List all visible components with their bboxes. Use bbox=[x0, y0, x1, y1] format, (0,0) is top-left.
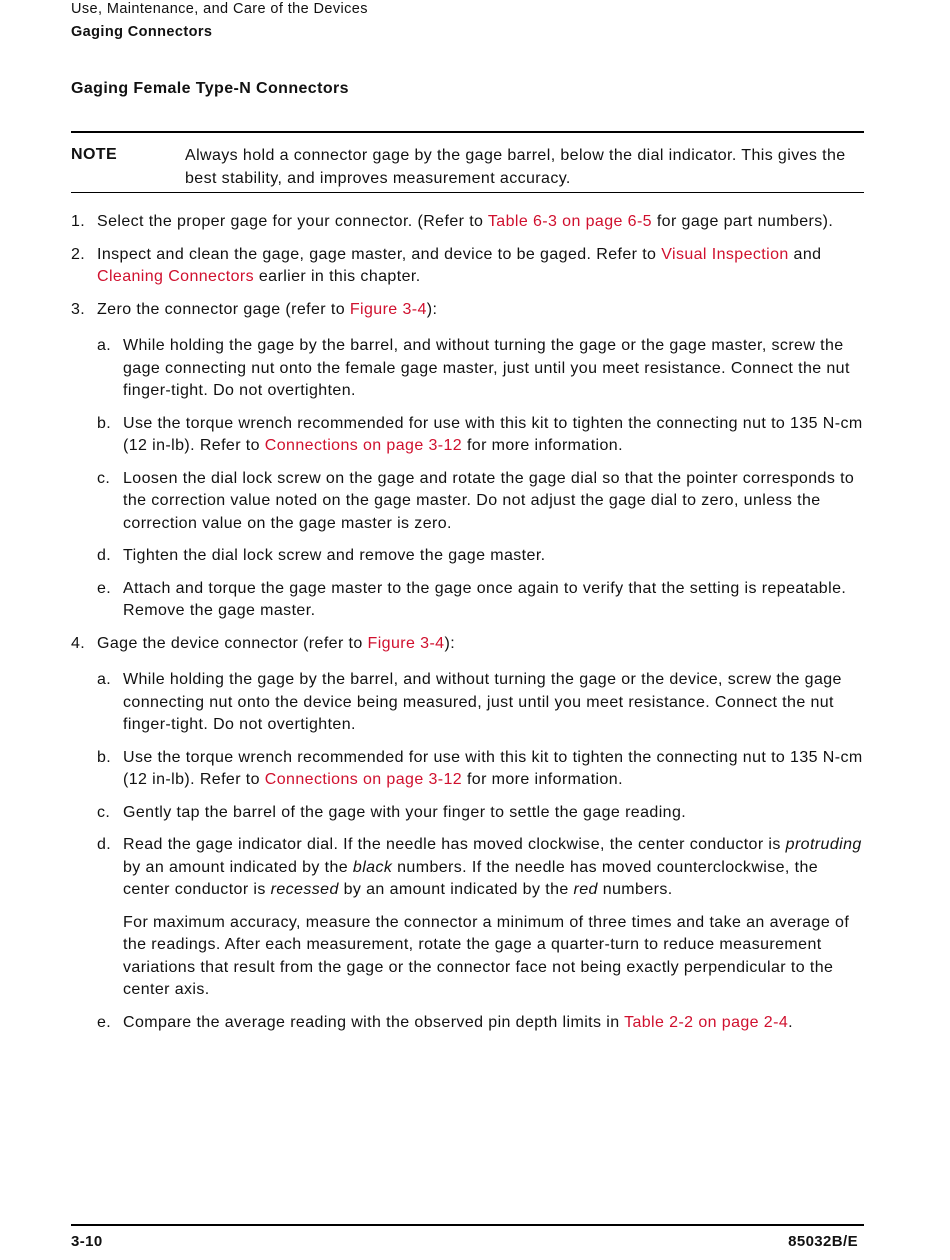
substep-3c bbox=[97, 468, 864, 536]
step-text: Zero the connector gage (refer to bbox=[97, 300, 350, 318]
substep-3a bbox=[97, 335, 864, 403]
substep-letter: b. bbox=[97, 748, 112, 766]
figure-3-4-link[interactable]: Figure 3-4 bbox=[367, 634, 445, 652]
substep-letter: d. bbox=[97, 836, 112, 853]
substep-4e bbox=[97, 1012, 864, 1035]
step-2 bbox=[71, 244, 864, 289]
substep-3e bbox=[97, 578, 864, 623]
step-number: 3. bbox=[71, 300, 86, 318]
substep-text: Read the gage indicator dial. If the needle has moved clockwise, the center conductor is bbox=[123, 836, 786, 853]
substep-3b bbox=[97, 413, 864, 458]
substep-text: Use the torque wrench recommended for use with this kit to tighten the connecting nut to 135 N-cm (12 in-lb). Refer to bbox=[123, 748, 863, 788]
substep-3d bbox=[97, 545, 864, 568]
emphasis-protruding: protruding bbox=[785, 836, 862, 853]
substep-text: While holding the gage by the barrel, and without turning the gage or the gage master, screw the gage connecting nut onto the female gage master, just until you meet resistance. Connect the nut finger-tight. Do not overtighten. bbox=[123, 337, 850, 399]
substep-4b bbox=[97, 747, 864, 792]
table-6-3-link[interactable]: Table 6-3 on page 6-5 bbox=[487, 213, 652, 230]
running-header-chapter: Use, Maintenance, and Care of the Devices bbox=[71, 1, 368, 17]
substep-text: numbers. If the needle has moved counterclockwise, the center conductor is bbox=[123, 858, 819, 898]
substep-letter: e. bbox=[97, 1013, 112, 1031]
substep-text: Attach and torque the gage master to the gage once again to verify that the setting is repeatable. Remove the gage master. bbox=[123, 579, 847, 619]
substep-text: by an amount indicated by the bbox=[338, 881, 574, 898]
step-number: 4. bbox=[71, 634, 86, 652]
section-title: Gaging Female Type-N Connectors bbox=[71, 80, 349, 97]
step-text: Select the proper gage for your connector. (Refer to bbox=[97, 213, 488, 230]
running-header-section: Gaging Connectors bbox=[71, 24, 213, 40]
substep-text: by an amount indicated by the bbox=[123, 858, 353, 876]
cleaning-connectors-link[interactable]: Cleaning Connectors bbox=[97, 268, 255, 285]
step-3-substeps bbox=[71, 335, 864, 623]
note-label: NOTE bbox=[71, 146, 118, 163]
substep-text: Gently tap the barrel of the gage with your finger to settle the gage reading. bbox=[123, 803, 687, 821]
step-text: for gage part numbers). bbox=[651, 213, 834, 230]
step-4 bbox=[71, 633, 864, 656]
footer-rule bbox=[71, 1224, 864, 1226]
substep-text: Use the torque wrench recommended for use with this kit to tighten the connecting nut to 135 N-cm (12 in-lb). Refer to bbox=[123, 414, 863, 454]
substep-4d bbox=[97, 834, 864, 1002]
note-text: Always hold a connector gage by the gage barrel, below the dial indicator. This gives the best stability, and improves measurement accuracy. bbox=[185, 147, 846, 187]
step-4-substeps bbox=[71, 669, 864, 1034]
model-number: 85032B/E bbox=[788, 1233, 858, 1250]
connections-link[interactable]: Connections on page 3-12 bbox=[264, 771, 463, 788]
step-text: ): bbox=[426, 300, 438, 318]
emphasis-red: red bbox=[573, 881, 598, 898]
note-box bbox=[71, 131, 864, 193]
connections-link[interactable]: Connections on page 3-12 bbox=[264, 437, 463, 454]
figure-3-4-link[interactable]: Figure 3-4 bbox=[349, 300, 427, 318]
step-number: 2. bbox=[71, 245, 86, 263]
step-number: 1. bbox=[71, 213, 86, 230]
step-text: Inspect and clean the gage, gage master, and device to be gaged. Refer to bbox=[97, 245, 662, 263]
substep-letter: a. bbox=[97, 337, 112, 354]
substep-letter: c. bbox=[97, 469, 111, 487]
step-text: and bbox=[788, 245, 822, 263]
substep-letter: d. bbox=[97, 547, 112, 564]
step-3 bbox=[71, 299, 864, 322]
substep-letter: b. bbox=[97, 414, 112, 432]
table-2-2-link[interactable]: Table 2-2 on page 2-4 bbox=[624, 1013, 789, 1031]
substep-text: for more information. bbox=[462, 437, 623, 454]
substep-4a bbox=[97, 669, 864, 737]
step-text: ): bbox=[444, 634, 456, 652]
substep-letter: c. bbox=[97, 803, 111, 821]
substep-letter: a. bbox=[97, 671, 112, 688]
substep-text: numbers. bbox=[597, 881, 673, 898]
emphasis-recessed: recessed bbox=[270, 881, 339, 898]
substep-text: While holding the gage by the barrel, and without turning the gage or the device, screw the gage connecting nut onto the device being measured, just until you meet resistance. Connect the nut finger-tight. Do not overtighten. bbox=[123, 671, 842, 733]
step-text: earlier in this chapter. bbox=[254, 268, 421, 285]
substep-text: Loosen the dial lock screw on the gage and rotate the gage dial so that the pointer corresponds to the correction value noted on the gage master. Do not adjust the gage dial to zero, unless the correction value on the gage master is zero. bbox=[123, 469, 855, 532]
substep-letter: e. bbox=[97, 579, 112, 597]
step-1 bbox=[71, 211, 864, 234]
emphasis-black: black bbox=[352, 858, 393, 876]
accuracy-paragraph: For maximum accuracy, measure the connector a minimum of three times and take an average of the readings. After each measurement, rotate the gage a quarter-turn to reduce measurement variations that result from the gage or the connector face not being exactly perpendicular to the center axis. bbox=[123, 913, 850, 998]
visual-inspection-link[interactable]: Visual Inspection bbox=[661, 245, 789, 263]
substep-text: . bbox=[788, 1013, 793, 1031]
substep-text: for more information. bbox=[462, 771, 623, 788]
step-text: Gage the device connector (refer to bbox=[97, 634, 368, 652]
substep-4c bbox=[97, 802, 864, 825]
substep-text: Tighten the dial lock screw and remove the gage master. bbox=[123, 547, 546, 564]
procedure-list bbox=[71, 211, 864, 1044]
substep-text: Compare the average reading with the observed pin depth limits in bbox=[123, 1013, 625, 1031]
page-number: 3-10 bbox=[71, 1233, 103, 1250]
